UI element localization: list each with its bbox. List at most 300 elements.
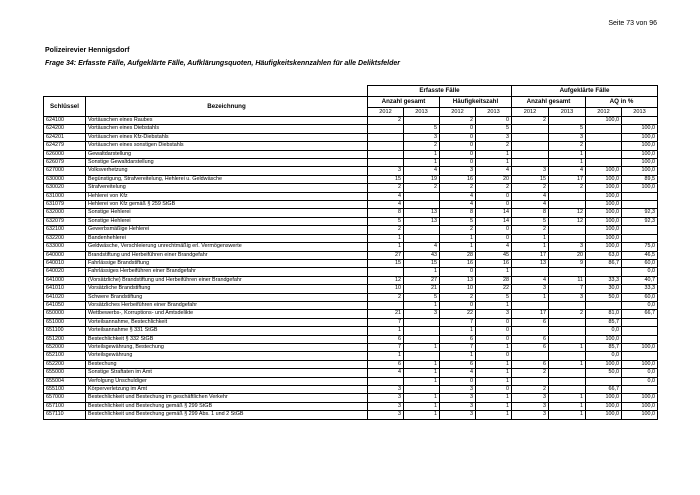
cell-aufgeklaert-2012 xyxy=(512,125,549,133)
table-row xyxy=(44,352,658,360)
cell-bezeichnung: Strafvereitelung xyxy=(86,184,368,192)
cell-aq-2012: 33,3 xyxy=(586,276,622,284)
cell-erfasst-2012: 1 xyxy=(368,352,404,360)
table-row xyxy=(44,301,658,309)
cell-erfasst-2012 xyxy=(368,377,404,385)
cell-aufgeklaert-2013: 3 xyxy=(549,243,586,251)
cell-hz-2013: 5 xyxy=(476,293,512,301)
cell-hz-2012: 4 xyxy=(440,201,476,209)
cell-erfasst-2013: 1 xyxy=(404,369,440,377)
cell-aq-2013: 100,0 xyxy=(622,133,658,141)
cell-aufgeklaert-2012: 3 xyxy=(512,394,549,402)
cell-aufgeklaert-2012: 8 xyxy=(512,209,549,217)
cell-erfasst-2012 xyxy=(368,301,404,309)
cell-aufgeklaert-2012 xyxy=(512,352,549,360)
cell-aq-2013: 100,0 xyxy=(622,394,658,402)
cell-erfasst-2013: 1 xyxy=(404,360,440,368)
table-row xyxy=(44,201,658,209)
table-row xyxy=(44,184,658,192)
cell-erfasst-2013: 15 xyxy=(404,259,440,267)
cell-bezeichnung: Vorsätzliche Brandstiftung xyxy=(86,285,368,293)
table-row xyxy=(44,394,658,402)
cell-aq-2013: 0,0 xyxy=(622,268,658,276)
cell-hz-2012: 1 xyxy=(440,243,476,251)
cell-aq-2012: 50,0 xyxy=(586,369,622,377)
page-number: Seite 73 von 96 xyxy=(608,20,657,27)
cell-hz-2012: 3 xyxy=(440,386,476,394)
table-row xyxy=(44,360,658,368)
cell-erfasst-2013: 1 xyxy=(404,268,440,276)
cell-aq-2013: 100,0 xyxy=(622,343,658,351)
cell-schluessel: 624200 xyxy=(44,125,86,133)
cell-bezeichnung: Verfolgung Unschuldiger xyxy=(86,377,368,385)
cell-bezeichnung: Fahrlässige Brandstiftung xyxy=(86,259,368,267)
cell-hz-2012: 0 xyxy=(440,133,476,141)
cell-hz-2012: 10 xyxy=(440,285,476,293)
cell-schluessel: 657110 xyxy=(44,411,86,419)
cell-bezeichnung: Fahrlässiges Herbeiführen einer Brandgefahr xyxy=(86,268,368,276)
cell-schluessel: 651100 xyxy=(44,327,86,335)
cell-hz-2013: 1 xyxy=(476,402,512,410)
cell-schluessel: 632079 xyxy=(44,217,86,225)
cell-hz-2012: 16 xyxy=(440,259,476,267)
header-year: 2012 xyxy=(586,108,622,117)
cell-aq-2012: 100,0 xyxy=(586,360,622,368)
header-blank xyxy=(86,86,368,97)
cell-aq-2013 xyxy=(622,327,658,335)
cell-aufgeklaert-2013: 12 xyxy=(549,217,586,225)
cell-erfasst-2012: 1 xyxy=(368,327,404,335)
cell-aq-2012: 81,0 xyxy=(586,310,622,318)
cell-aq-2012 xyxy=(586,377,622,385)
cell-bezeichnung: Bestechlichkeit und Bestechung gemäß § 299 StGB xyxy=(86,402,368,410)
cell-hz-2013: 0 xyxy=(476,335,512,343)
cell-schluessel: 624201 xyxy=(44,133,86,141)
table-row xyxy=(44,175,658,183)
cell-bezeichnung: Vorsätzliches Herbeiführen einer Brandgefahr xyxy=(86,301,368,309)
cell-schluessel: 650000 xyxy=(44,310,86,318)
cell-schluessel: 640010 xyxy=(44,259,86,267)
cell-aq-2013: 60,0 xyxy=(622,293,658,301)
cell-aq-2012: 100,0 xyxy=(586,167,622,175)
table-row xyxy=(44,209,658,217)
cell-bezeichnung: Bestechlichkeit und Bestechung im geschäftlichen Verkehr xyxy=(86,394,368,402)
header-haeufigkeitszahl: Häufigkeitszahl xyxy=(440,97,512,108)
cell-aq-2013 xyxy=(622,192,658,200)
cell-schluessel: 657100 xyxy=(44,402,86,410)
cell-aufgeklaert-2013 xyxy=(549,327,586,335)
cell-bezeichnung: Begünstigung, Strafvereitelung, Hehlerei u. Geldwäsche xyxy=(86,175,368,183)
cell-bezeichnung: Brandstiftung und Herbeiführen einer Brandgefahr xyxy=(86,251,368,259)
cell-aq-2012: 50,0 xyxy=(586,293,622,301)
cell-hz-2012: 0 xyxy=(440,142,476,150)
cell-erfasst-2012: 1 xyxy=(368,243,404,251)
cell-erfasst-2012 xyxy=(368,159,404,167)
cell-schluessel: 640000 xyxy=(44,251,86,259)
header-bezeichnung: Bezeichnung xyxy=(86,97,368,117)
cell-aufgeklaert-2012: 1 xyxy=(512,234,549,242)
cell-aufgeklaert-2013 xyxy=(549,335,586,343)
cell-aq-2012: 100,0 xyxy=(586,402,622,410)
cell-hz-2013: 1 xyxy=(476,394,512,402)
cell-hz-2012: 5 xyxy=(440,217,476,225)
cell-aufgeklaert-2013: 1 xyxy=(549,343,586,351)
cell-aq-2012: 100,0 xyxy=(586,217,622,225)
cell-aufgeklaert-2012: 4 xyxy=(512,192,549,200)
cell-aufgeklaert-2012: 4 xyxy=(512,201,549,209)
cell-erfasst-2013 xyxy=(404,352,440,360)
cell-aq-2012: 86,7 xyxy=(586,259,622,267)
cell-hz-2013: 1 xyxy=(476,150,512,158)
cell-aufgeklaert-2013: 2 xyxy=(549,310,586,318)
cell-aufgeklaert-2012: 2 xyxy=(512,369,549,377)
cell-hz-2013: 0 xyxy=(476,352,512,360)
cell-aq-2013: 100,0 xyxy=(622,167,658,175)
cell-aq-2013: 100,0 xyxy=(622,150,658,158)
cell-aq-2013: 40,7 xyxy=(622,276,658,284)
cell-aq-2012: 100,0 xyxy=(586,209,622,217)
cell-aq-2013 xyxy=(622,386,658,394)
cell-erfasst-2013: 13 xyxy=(404,217,440,225)
cell-aq-2013: 92,3 xyxy=(622,217,658,225)
cell-erfasst-2013: 1 xyxy=(404,402,440,410)
cell-aufgeklaert-2013: 11 xyxy=(549,276,586,284)
cell-aufgeklaert-2013 xyxy=(549,386,586,394)
cell-bezeichnung: (Vorsätzliche) Brandstiftung und Herbeiführen einer Brandgefahr xyxy=(86,276,368,284)
cell-aufgeklaert-2013: 1 xyxy=(549,360,586,368)
cell-hz-2012: 1 xyxy=(440,234,476,242)
table-row xyxy=(44,217,658,225)
cell-aufgeklaert-2012: 1 xyxy=(512,243,549,251)
cell-aq-2012: 100,0 xyxy=(586,394,622,402)
cell-schluessel: 632100 xyxy=(44,226,86,234)
cell-aufgeklaert-2012: 6 xyxy=(512,343,549,351)
cell-schluessel: 652100 xyxy=(44,352,86,360)
cell-erfasst-2013 xyxy=(404,117,440,125)
cell-bezeichnung: Körperverletzung im Amt xyxy=(86,386,368,394)
table-row xyxy=(44,226,658,234)
cell-erfasst-2012: 27 xyxy=(368,251,404,259)
cell-erfasst-2012: 3 xyxy=(368,386,404,394)
cell-aufgeklaert-2013 xyxy=(549,352,586,360)
cell-hz-2013: 0 xyxy=(476,226,512,234)
cell-erfasst-2013 xyxy=(404,234,440,242)
cell-aufgeklaert-2013: 4 xyxy=(549,167,586,175)
cell-erfasst-2013 xyxy=(404,327,440,335)
cell-hz-2013: 1 xyxy=(476,159,512,167)
cell-hz-2012: 0 xyxy=(440,268,476,276)
cell-aufgeklaert-2012: 3 xyxy=(512,402,549,410)
cell-hz-2013: 4 xyxy=(476,243,512,251)
cell-aq-2013: 100,0 xyxy=(622,184,658,192)
cell-schluessel: 633000 xyxy=(44,243,86,251)
cell-hz-2012: 2 xyxy=(440,293,476,301)
cell-hz-2013: 1 xyxy=(476,411,512,419)
cell-hz-2012: 22 xyxy=(440,310,476,318)
cell-aufgeklaert-2012: 6 xyxy=(512,335,549,343)
cell-hz-2013: 3 xyxy=(476,133,512,141)
cell-hz-2013: 0 xyxy=(476,192,512,200)
cell-erfasst-2013 xyxy=(404,318,440,326)
header-year: 2012 xyxy=(512,108,549,117)
cell-aufgeklaert-2013: 5 xyxy=(549,125,586,133)
cell-aufgeklaert-2013: 1 xyxy=(549,159,586,167)
cell-aufgeklaert-2013 xyxy=(549,117,586,125)
table-row xyxy=(44,276,658,284)
cell-schluessel: 624100 xyxy=(44,117,86,125)
cell-bezeichnung: Wettbewerbs-, Korruptions- und Amtsdelikte xyxy=(86,310,368,318)
header-year: 2012 xyxy=(368,108,404,117)
cell-aufgeklaert-2012 xyxy=(512,268,549,276)
cell-aq-2012: 100,0 xyxy=(586,226,622,234)
cell-aq-2013: 0,0 xyxy=(622,369,658,377)
cell-aq-2012: 66,7 xyxy=(586,386,622,394)
cell-aq-2013: 75,0 xyxy=(622,243,658,251)
cell-erfasst-2012 xyxy=(368,268,404,276)
statistics-table xyxy=(43,85,658,420)
cell-bezeichnung: Sonstige Hehlerei xyxy=(86,209,368,217)
cell-erfasst-2012 xyxy=(368,150,404,158)
table-row xyxy=(44,133,658,141)
cell-bezeichnung: Vorteilsannahme § 331 StGB xyxy=(86,327,368,335)
cell-aq-2012: 63,0 xyxy=(586,251,622,259)
cell-hz-2013: 0 xyxy=(476,327,512,335)
cell-bezeichnung: Sonstige Gewaltdarstellung xyxy=(86,159,368,167)
cell-aufgeklaert-2012: 3 xyxy=(512,411,549,419)
cell-erfasst-2013 xyxy=(404,386,440,394)
cell-erfasst-2013: 43 xyxy=(404,251,440,259)
cell-hz-2013: 0 xyxy=(476,386,512,394)
cell-aq-2013: 100,0 xyxy=(622,125,658,133)
table-row xyxy=(44,259,658,267)
table-row xyxy=(44,243,658,251)
cell-aufgeklaert-2013 xyxy=(549,301,586,309)
cell-erfasst-2012: 3 xyxy=(368,411,404,419)
cell-aufgeklaert-2013: 7 xyxy=(549,285,586,293)
cell-erfasst-2012: 7 xyxy=(368,318,404,326)
cell-bezeichnung: Vortäuschen eines Raubes xyxy=(86,117,368,125)
cell-aq-2012: 100,0 xyxy=(586,335,622,343)
organization-title: Polizeirevier Hennigsdorf xyxy=(45,47,130,54)
cell-bezeichnung: Bestechlichkeit und Bestechung gemäß § 299 Abs. 1 und 2 StGB xyxy=(86,411,368,419)
table-row xyxy=(44,377,658,385)
cell-bezeichnung: Gewaltdarstellung xyxy=(86,150,368,158)
header-aq-percent: AQ in % xyxy=(586,97,658,108)
cell-aufgeklaert-2012: 13 xyxy=(512,259,549,267)
cell-aq-2012: 100,0 xyxy=(586,201,622,209)
cell-erfasst-2012: 10 xyxy=(368,285,404,293)
cell-hz-2013: 28 xyxy=(476,276,512,284)
cell-hz-2012: 16 xyxy=(440,175,476,183)
cell-aq-2012: 100,0 xyxy=(586,243,622,251)
cell-bezeichnung: Bestechlichkeit § 332 StGB xyxy=(86,335,368,343)
cell-aq-2013 xyxy=(622,117,658,125)
table-row xyxy=(44,293,658,301)
cell-aq-2013 xyxy=(622,335,658,343)
cell-aufgeklaert-2013: 2 xyxy=(549,142,586,150)
cell-aufgeklaert-2012: 3 xyxy=(512,167,549,175)
cell-aufgeklaert-2013: 9 xyxy=(549,259,586,267)
cell-hz-2013: 1 xyxy=(476,343,512,351)
cell-aq-2013: 33,3 xyxy=(622,285,658,293)
cell-bezeichnung: Hehlerei von Kfz xyxy=(86,192,368,200)
cell-erfasst-2013: 1 xyxy=(404,394,440,402)
cell-schluessel: 655004 xyxy=(44,377,86,385)
cell-aufgeklaert-2013: 1 xyxy=(549,411,586,419)
cell-aq-2013: 66,7 xyxy=(622,310,658,318)
cell-bezeichnung: Vortäuschen eines sonstigen Diebstahls xyxy=(86,142,368,150)
cell-aq-2012: 100,0 xyxy=(586,184,622,192)
cell-aq-2012: 100,0 xyxy=(586,192,622,200)
cell-aq-2012 xyxy=(586,150,622,158)
table-row xyxy=(44,369,658,377)
cell-bezeichnung: Bandenhehlerei xyxy=(86,234,368,242)
cell-erfasst-2012: 3 xyxy=(368,167,404,175)
cell-aufgeklaert-2012: 2 xyxy=(512,386,549,394)
cell-aufgeklaert-2013 xyxy=(549,192,586,200)
cell-aq-2013 xyxy=(622,226,658,234)
cell-hz-2012: 6 xyxy=(440,360,476,368)
cell-hz-2012: 7 xyxy=(440,318,476,326)
cell-aq-2013: 100,0 xyxy=(622,360,658,368)
cell-aufgeklaert-2012: 2 xyxy=(512,226,549,234)
cell-erfasst-2012: 15 xyxy=(368,175,404,183)
cell-erfasst-2013: 1 xyxy=(404,343,440,351)
table-row xyxy=(44,167,658,175)
cell-schluessel: 626000 xyxy=(44,150,86,158)
cell-erfasst-2013: 3 xyxy=(404,310,440,318)
cell-aufgeklaert-2013 xyxy=(549,234,586,242)
header-year: 2013 xyxy=(404,108,440,117)
cell-aufgeklaert-2013 xyxy=(549,268,586,276)
cell-schluessel: 652000 xyxy=(44,343,86,351)
cell-aq-2013 xyxy=(622,318,658,326)
table-row xyxy=(44,251,658,259)
table-row xyxy=(44,335,658,343)
cell-aufgeklaert-2012: 6 xyxy=(512,318,549,326)
table-row xyxy=(44,411,658,419)
table-row xyxy=(44,117,658,125)
cell-erfasst-2013: 4 xyxy=(404,167,440,175)
table-row xyxy=(44,125,658,133)
cell-aufgeklaert-2012: 17 xyxy=(512,251,549,259)
cell-hz-2012: 7 xyxy=(440,343,476,351)
cell-bezeichnung: Vortäuschen eines Kfz-Diebstahls xyxy=(86,133,368,141)
cell-erfasst-2012: 6 xyxy=(368,335,404,343)
cell-aq-2012: 30,0 xyxy=(586,285,622,293)
cell-aq-2013 xyxy=(622,234,658,242)
cell-aq-2012: 100,0 xyxy=(586,117,622,125)
cell-aq-2012: 0,0 xyxy=(586,327,622,335)
cell-erfasst-2013 xyxy=(404,201,440,209)
cell-hz-2013: 0 xyxy=(476,318,512,326)
table-row xyxy=(44,234,658,242)
header-year: 2013 xyxy=(549,108,586,117)
cell-hz-2012: 6 xyxy=(440,335,476,343)
table-row xyxy=(44,310,658,318)
cell-aq-2012: 100,0 xyxy=(586,234,622,242)
cell-hz-2012: 2 xyxy=(440,117,476,125)
table-row xyxy=(44,150,658,158)
cell-bezeichnung: Vorteilsgewährung, Bestechung xyxy=(86,343,368,351)
table-row xyxy=(44,268,658,276)
cell-aufgeklaert-2012: 15 xyxy=(512,175,549,183)
cell-hz-2012: 3 xyxy=(440,411,476,419)
cell-hz-2012: 0 xyxy=(440,150,476,158)
cell-aq-2012 xyxy=(586,268,622,276)
cell-erfasst-2012: 3 xyxy=(368,394,404,402)
cell-aufgeklaert-2012: 17 xyxy=(512,310,549,318)
cell-hz-2012: 1 xyxy=(440,327,476,335)
cell-aufgeklaert-2013: 1 xyxy=(549,402,586,410)
cell-erfasst-2013: 4 xyxy=(404,243,440,251)
cell-erfasst-2013: 5 xyxy=(404,293,440,301)
cell-aq-2013: 100,0 xyxy=(622,159,658,167)
cell-aq-2013: 100,0 xyxy=(622,402,658,410)
cell-hz-2013: 5 xyxy=(476,125,512,133)
table-row xyxy=(44,343,658,351)
cell-aq-2013: 92,3 xyxy=(622,209,658,217)
header-year: 2013 xyxy=(622,108,658,117)
cell-hz-2013: 22 xyxy=(476,285,512,293)
cell-aufgeklaert-2013 xyxy=(549,201,586,209)
cell-bezeichnung: Schwere Brandstiftung xyxy=(86,293,368,301)
cell-schluessel: 630000 xyxy=(44,175,86,183)
cell-erfasst-2012: 4 xyxy=(368,369,404,377)
header-year: 2013 xyxy=(476,108,512,117)
cell-aufgeklaert-2012 xyxy=(512,327,549,335)
cell-bezeichnung: Vorteilsgewährung xyxy=(86,352,368,360)
cell-aufgeklaert-2012 xyxy=(512,133,549,141)
cell-bezeichnung: Bestechung xyxy=(86,360,368,368)
cell-hz-2013: 20 xyxy=(476,175,512,183)
cell-erfasst-2013: 1 xyxy=(404,301,440,309)
cell-schluessel: 641020 xyxy=(44,293,86,301)
cell-erfasst-2013: 1 xyxy=(404,150,440,158)
cell-aufgeklaert-2012: 3 xyxy=(512,285,549,293)
cell-erfasst-2012: 4 xyxy=(368,201,404,209)
cell-aq-2012: 85,7 xyxy=(586,343,622,351)
cell-schluessel: 657000 xyxy=(44,394,86,402)
cell-hz-2012: 0 xyxy=(440,159,476,167)
cell-aq-2013: 60,0 xyxy=(622,259,658,267)
cell-aq-2012: 85,7 xyxy=(586,318,622,326)
table-row xyxy=(44,159,658,167)
cell-erfasst-2013 xyxy=(404,335,440,343)
cell-aufgeklaert-2012: 2 xyxy=(512,117,549,125)
cell-aufgeklaert-2012 xyxy=(512,377,549,385)
cell-hz-2013: 1 xyxy=(476,369,512,377)
header-aufgeklaerte-faelle: Aufgeklärte Fälle xyxy=(512,86,658,97)
cell-erfasst-2013 xyxy=(404,192,440,200)
table-row xyxy=(44,386,658,394)
cell-erfasst-2013: 5 xyxy=(404,125,440,133)
header-erfasste-faelle: Erfasste Fälle xyxy=(368,86,512,97)
cell-hz-2013: 0 xyxy=(476,234,512,242)
cell-erfasst-2012 xyxy=(368,125,404,133)
cell-schluessel: 651000 xyxy=(44,318,86,326)
table-row xyxy=(44,402,658,410)
cell-hz-2012: 2 xyxy=(440,184,476,192)
cell-aq-2013: 46,5 xyxy=(622,251,658,259)
cell-aufgeklaert-2013: 1 xyxy=(549,150,586,158)
cell-aufgeklaert-2013: 12 xyxy=(549,209,586,217)
cell-hz-2012: 3 xyxy=(440,402,476,410)
cell-schluessel: 655100 xyxy=(44,386,86,394)
cell-erfasst-2013: 1 xyxy=(404,159,440,167)
cell-bezeichnung: Sonstige Hehlerei xyxy=(86,217,368,225)
cell-schluessel: 632000 xyxy=(44,209,86,217)
